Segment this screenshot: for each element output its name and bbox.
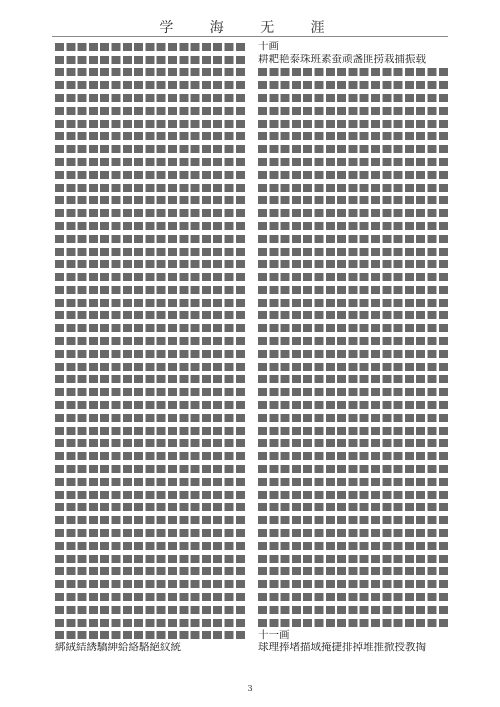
character-line-text: [258, 324, 450, 332]
character-line: [55, 335, 251, 347]
character-line: [55, 591, 251, 603]
character-line: [258, 387, 454, 399]
character-line: [55, 438, 251, 450]
character-line: [55, 54, 251, 66]
character-line-text: [258, 196, 450, 204]
character-line: [55, 182, 251, 194]
last-line-fragment: 綁絨結綉驕紳給絡駱絕紋統: [55, 642, 181, 654]
character-line: [55, 67, 251, 79]
character-line: [55, 143, 251, 155]
character-line: [258, 118, 454, 130]
character-line-text: [55, 324, 247, 332]
page-number: 3: [247, 684, 253, 693]
character-line-text: [258, 503, 450, 511]
character-line-text: [55, 81, 247, 89]
character-line: [258, 348, 454, 360]
character-line: [258, 131, 454, 143]
character-line: [258, 425, 454, 437]
character-line: [258, 578, 454, 590]
character-line-text: [55, 337, 247, 345]
character-line: [55, 233, 251, 245]
character-line: [55, 399, 251, 411]
character-line-text: [55, 222, 247, 230]
character-line: [258, 246, 454, 258]
character-line-text: [55, 311, 247, 319]
character-line-text: [55, 555, 247, 563]
character-line: [258, 476, 454, 488]
character-line: [258, 220, 454, 232]
character-line: [258, 284, 454, 296]
character-line-text: [258, 286, 450, 294]
character-line: [55, 169, 251, 181]
character-line-text: [55, 68, 247, 76]
character-line-text: [55, 427, 247, 435]
character-line-text: [258, 388, 450, 396]
character-line: [258, 502, 454, 514]
character-line: [55, 92, 251, 104]
character-line-text: [55, 619, 247, 627]
character-line: [55, 630, 251, 642]
character-line: [55, 310, 251, 322]
character-line: [258, 207, 454, 219]
character-line: [55, 284, 251, 296]
character-line-text: [258, 120, 450, 128]
right-column: [258, 41, 454, 661]
character-line: [258, 438, 454, 450]
character-line-text: [258, 81, 450, 89]
character-line-text: [258, 427, 450, 435]
character-line-text: [55, 452, 247, 460]
character-line-text: [55, 516, 247, 524]
character-line-text: [55, 465, 247, 473]
character-line-text: [55, 388, 247, 396]
character-line: [258, 463, 454, 475]
character-line-text: [258, 68, 450, 76]
character-line-text: [55, 286, 247, 294]
character-line: [55, 425, 251, 437]
character-line: [258, 182, 454, 194]
character-line-text: [258, 401, 450, 409]
character-line: [258, 233, 454, 245]
character-line: [258, 323, 454, 335]
character-line-text: [258, 555, 450, 563]
character-line-text: [55, 606, 247, 614]
character-line: [55, 540, 251, 552]
left-column: [55, 41, 251, 661]
character-line-text: [258, 145, 450, 153]
character-line-text: [258, 478, 450, 486]
character-line-text: [258, 350, 450, 358]
character-line: [55, 118, 251, 130]
first-line-fragment: 耕耙艳泰珠班素蚕顽盏匪捞栽捕振载: [258, 53, 426, 65]
character-line-text: [258, 94, 450, 102]
character-line-text: [258, 132, 450, 140]
character-line: [258, 67, 454, 79]
character-line-text: [258, 593, 450, 601]
character-line-text: [55, 529, 247, 537]
character-line-text: [258, 235, 450, 243]
character-line-text: [55, 542, 247, 550]
character-line: [55, 463, 251, 475]
character-line: [258, 374, 454, 386]
character-line: [258, 451, 454, 463]
character-line: [258, 527, 454, 539]
character-line: [55, 489, 251, 501]
character-line-text: [258, 107, 450, 115]
character-line-text: [55, 503, 247, 511]
character-line-text: [55, 209, 247, 217]
page-header-title: 学 海 无 涯: [159, 20, 341, 36]
character-line: [258, 297, 454, 309]
character-line: [55, 527, 251, 539]
character-line: [258, 617, 454, 629]
character-line-text: [55, 260, 247, 268]
character-line-text: [55, 248, 247, 256]
character-line-text: [55, 107, 247, 115]
character-line-text: [258, 580, 450, 588]
character-line: [258, 143, 454, 155]
character-line: [258, 335, 454, 347]
character-line: [55, 387, 251, 399]
character-line: [258, 489, 454, 501]
character-line-text: [55, 631, 247, 639]
character-line: [258, 412, 454, 424]
character-line-text: [258, 260, 450, 268]
character-line: [258, 169, 454, 181]
character-line: [55, 578, 251, 590]
character-line-text: [55, 158, 247, 166]
character-line: [55, 246, 251, 258]
character-line-text: [258, 529, 450, 537]
character-line: [55, 271, 251, 283]
character-line-text: [55, 273, 247, 281]
character-line: [55, 451, 251, 463]
character-line: [258, 271, 454, 283]
character-line-text: [55, 56, 247, 64]
character-line-text: [55, 478, 247, 486]
character-line-text: [55, 145, 247, 153]
character-line-text: [55, 414, 247, 422]
character-line: [55, 131, 251, 143]
character-line-text: [258, 299, 450, 307]
character-line-text: [55, 299, 247, 307]
character-line: [55, 105, 251, 117]
section-heading-eleven-strokes: 十一画: [258, 628, 290, 641]
character-line: [55, 259, 251, 271]
character-line-text: [258, 606, 450, 614]
character-line: [258, 310, 454, 322]
character-line-text: [258, 248, 450, 256]
character-line: [258, 92, 454, 104]
character-line-text: [258, 273, 450, 281]
character-line-text: [258, 311, 450, 319]
character-line-text: [258, 209, 450, 217]
character-line: [258, 156, 454, 168]
character-line: [55, 566, 251, 578]
character-line: [258, 514, 454, 526]
character-line: [55, 617, 251, 629]
character-line: [55, 207, 251, 219]
character-line-text: [258, 171, 450, 179]
character-line: [55, 323, 251, 335]
character-line: [55, 476, 251, 488]
character-line-text: [55, 401, 247, 409]
character-line-text: [258, 375, 450, 383]
character-line: [55, 412, 251, 424]
character-line-text: [55, 132, 247, 140]
character-line-text: [258, 491, 450, 499]
character-line: [55, 348, 251, 360]
character-line-text: [55, 363, 247, 371]
character-line: [55, 502, 251, 514]
character-line: [258, 105, 454, 117]
character-line: [258, 553, 454, 565]
character-line-text: [55, 94, 247, 102]
character-line-text: [55, 120, 247, 128]
character-line-text: [55, 593, 247, 601]
character-line: [55, 361, 251, 373]
character-line-text: [258, 516, 450, 524]
character-line-text: [55, 43, 247, 51]
character-line: [258, 566, 454, 578]
character-line: [258, 540, 454, 552]
character-line: [55, 514, 251, 526]
character-line-text: [258, 222, 450, 230]
character-line: [55, 79, 251, 91]
character-line: [55, 553, 251, 565]
character-line-text: [55, 235, 247, 243]
character-line: [55, 297, 251, 309]
character-line-text: [55, 580, 247, 588]
character-line: [258, 591, 454, 603]
character-line: [258, 604, 454, 616]
last-line-fragment: 球理捧堵描域掩捷排掉堆推掀授教掏: [258, 642, 426, 654]
character-line-text: [55, 439, 247, 447]
character-line-text: [55, 350, 247, 358]
character-line-text: [258, 542, 450, 550]
character-line-text: [55, 171, 247, 179]
character-line: [258, 399, 454, 411]
character-line-text: [55, 184, 247, 192]
character-line-text: [55, 567, 247, 575]
character-line-text: [258, 158, 450, 166]
character-line: [55, 195, 251, 207]
section-heading-ten-strokes: 十画: [258, 41, 279, 52]
character-line-text: [258, 439, 450, 447]
character-line: [55, 604, 251, 616]
character-line-text: [258, 567, 450, 575]
character-line: [258, 361, 454, 373]
character-line-text: [55, 491, 247, 499]
character-line-text: [258, 452, 450, 460]
character-line: [258, 259, 454, 271]
character-line: [55, 374, 251, 386]
character-line-text: [258, 465, 450, 473]
character-line: [258, 79, 454, 91]
character-line-text: [258, 184, 450, 192]
character-line: [55, 220, 251, 232]
character-line-text: [258, 414, 450, 422]
character-line-text: [55, 196, 247, 204]
character-line: [55, 156, 251, 168]
character-line-text: [258, 337, 450, 345]
character-line-text: [55, 375, 247, 383]
character-line-text: [258, 363, 450, 371]
header-rule: [52, 36, 448, 37]
character-line: [258, 195, 454, 207]
character-line: [55, 41, 251, 53]
character-line-text: [258, 619, 450, 627]
